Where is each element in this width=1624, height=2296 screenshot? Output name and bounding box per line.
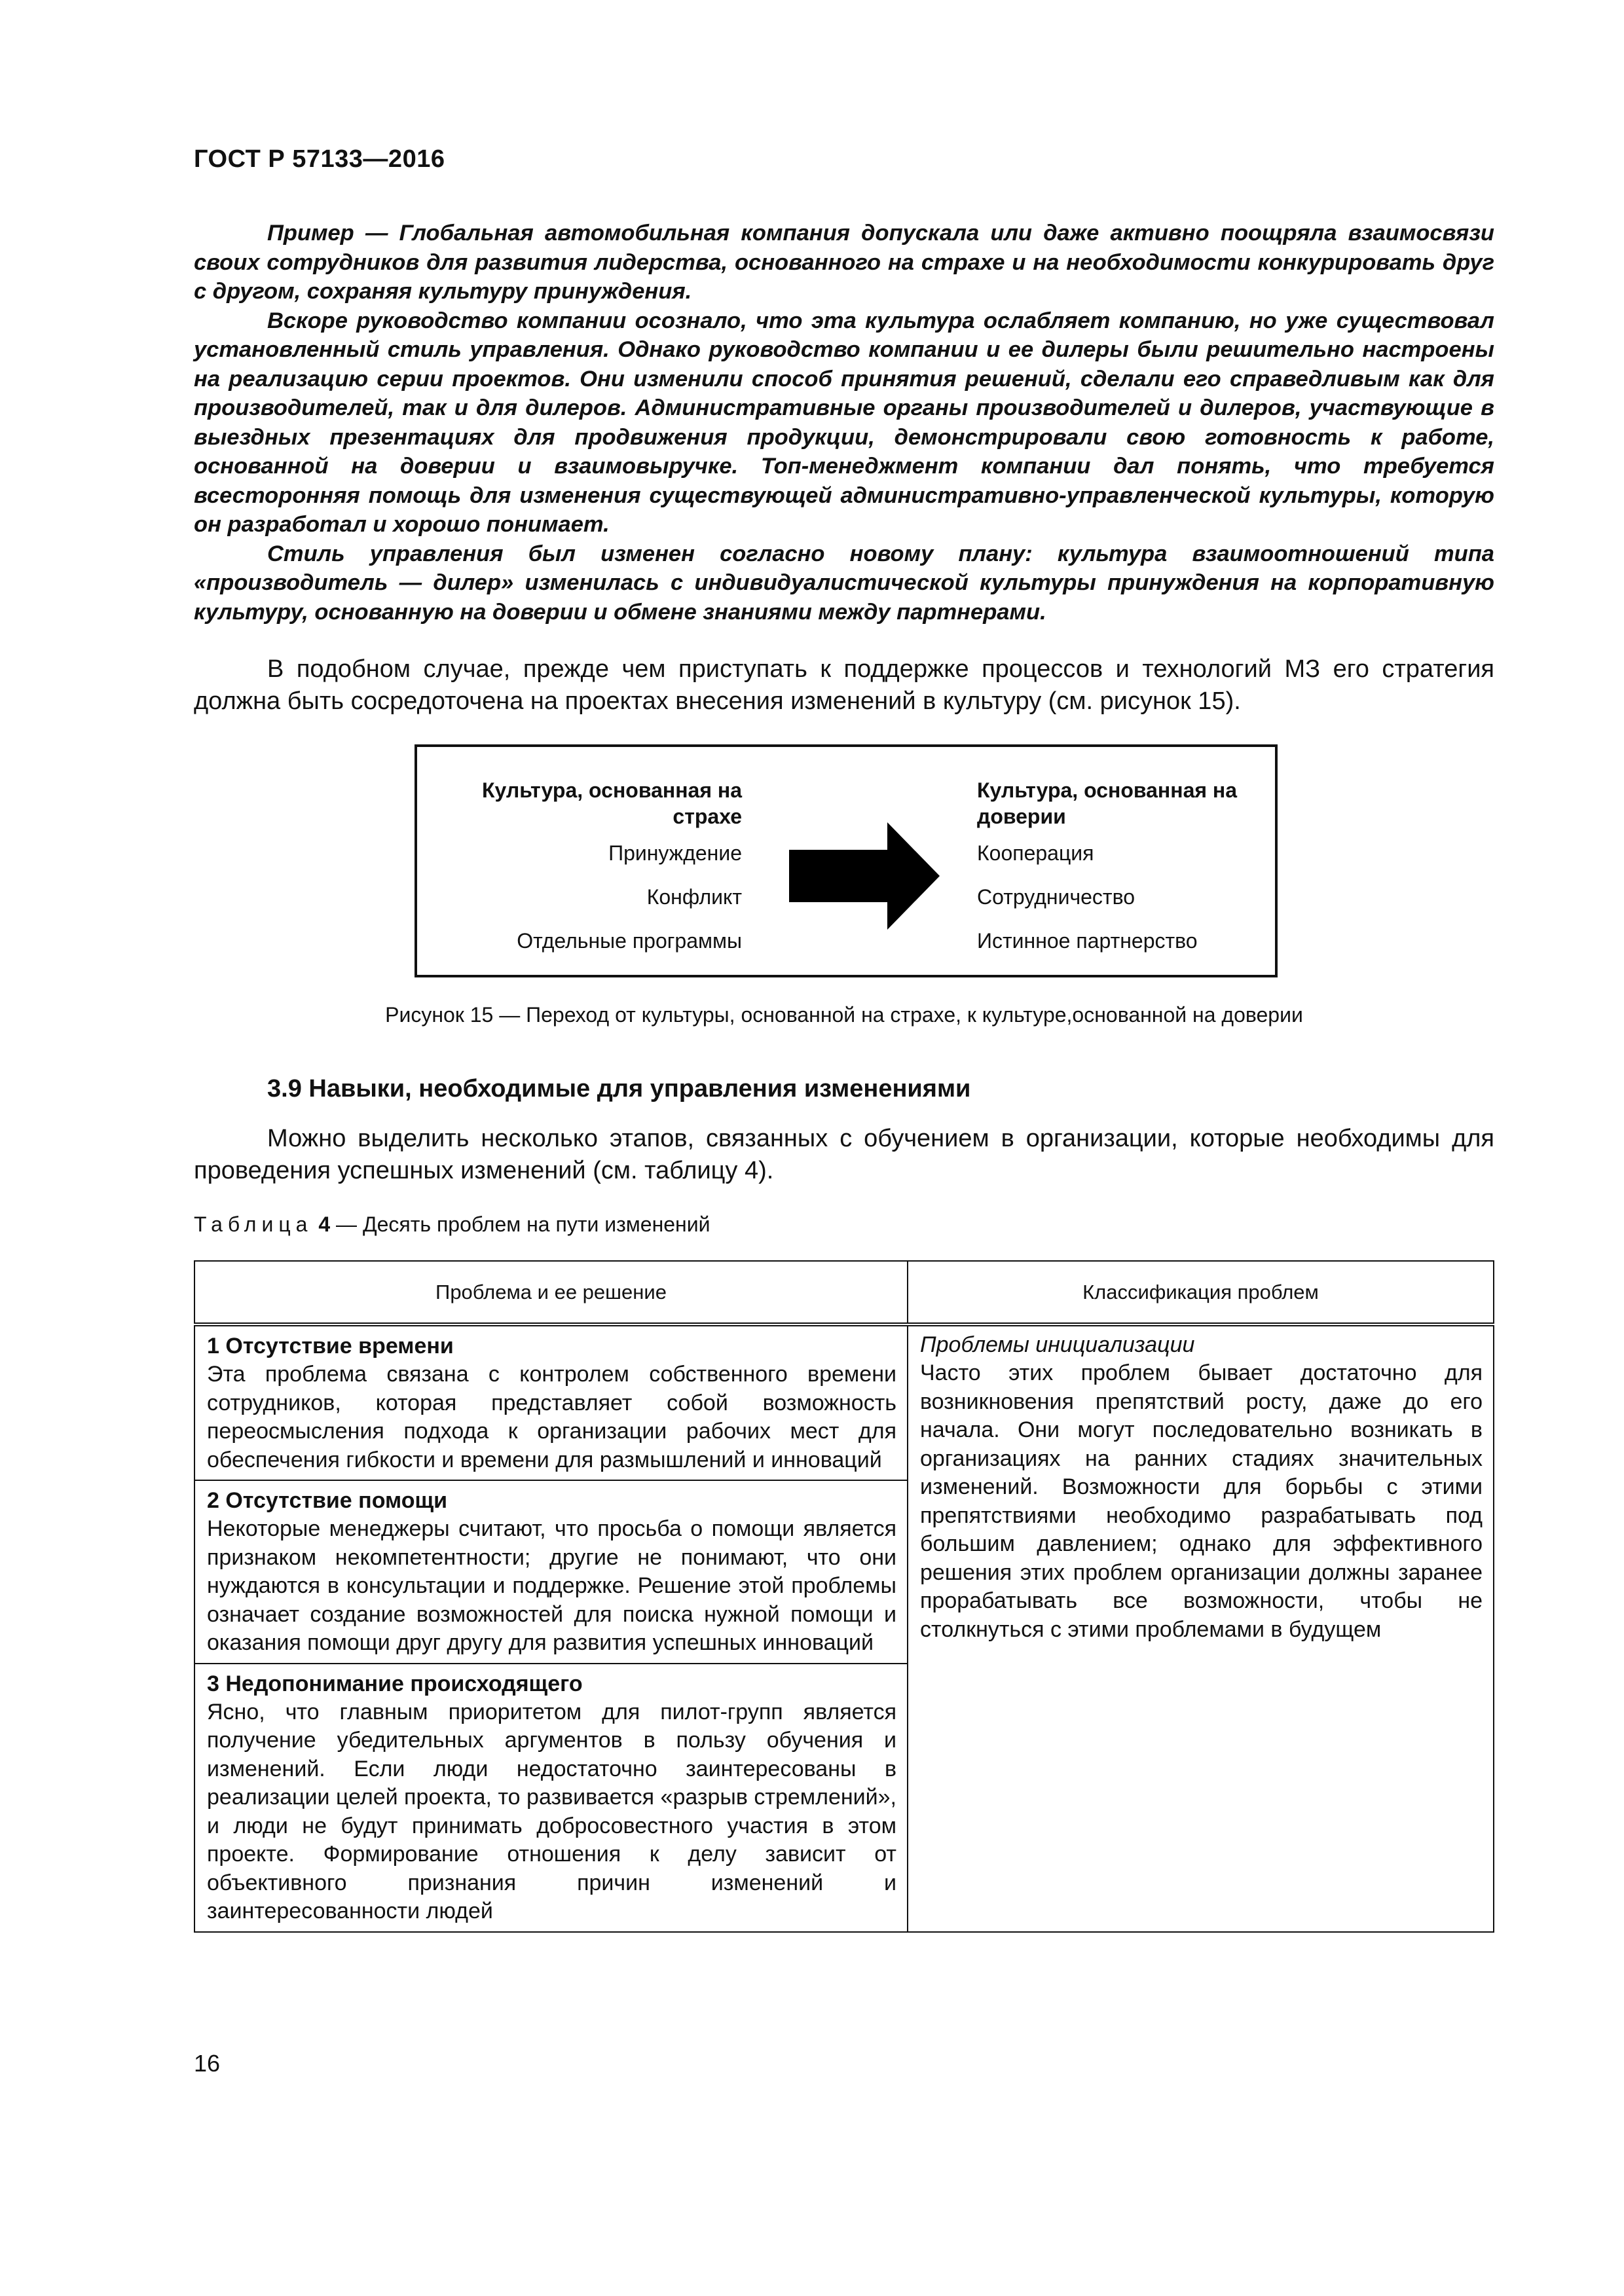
fear-culture-column	[443, 777, 742, 972]
example-block	[194, 219, 1494, 627]
trust-culture-item: Сотрудничество	[977, 885, 1135, 909]
problem-text: Ясно, что главным приоритетом для пилот-групп является получение убедительных аргументов в пользу обучения и изменений. Если люди недостаточно заинтересованы в реализации целей проекта, то развивается «разрыв стремлений», и люди не будут принимать добросовестного участия в этом проекте. Формирование отношения к делу зависит от объективного признания причин изменений и заинтересованности людей	[207, 1699, 896, 1923]
column-header-classification: Классификация проблем	[908, 1261, 1494, 1324]
problem-title: 3 Недопонимание происходящего	[207, 1671, 583, 1696]
standard-header: ГОСТ Р 57133—2016	[194, 145, 445, 173]
problems-table	[194, 1260, 1494, 1933]
problem-title: 1 Отсутствие времени	[207, 1334, 454, 1358]
section-title: 3.9 Навыки, необходимые для управления изменениями	[267, 1075, 971, 1102]
classification-text: Часто этих проблем бывает достаточно для возникновения препятствий росту, даже до его начала. Они могут последовательно возникать в организациях на ранних стадиях значительных изменений. Возможности для борьбы с этими препятствиями необходимо разрабатывать под большим давлением; однако для эффективного решения этих проблем организации должны заранее прорабатывать все возможности, чтобы не столкнуться с этими проблемами в будущем	[920, 1360, 1483, 1642]
arrow-right-icon	[789, 822, 940, 930]
table-row	[194, 1324, 1494, 1480]
problem-cell	[194, 1324, 908, 1480]
example-paragraph-2: Вскоре руководство компании осознало, что эта культура ослабляет компанию, но уже существовал установленный стиль управления. Однако руководство компании и ее дилеры были решительно настроены на реализацию серии проектов. Они изменили способ принятия решений, сделали его справедливым как для производителей, так и для дилеров. Административные органы производителей и дилеров, участвующие в выездных презентациях для продвижения продукции, демонстрировали свою готовность к работе, основанной на доверии и взаимовыручке. Топ-менеджмент компании дал понять, что требуется всесторонняя помощь для изменения существующей административно-управленческой культуры, которую он разработал и хорошо понимает.	[194, 308, 1494, 537]
problem-text: Эта проблема связана с контролем собственного времени сотрудников, которая представляет собой возможность переосмысления подхода к организации рабочих мест для обеспечения гибкости и времени для размышлений и инноваций	[207, 1362, 896, 1472]
figure-15	[415, 744, 1278, 977]
problem-title: 2 Отсутствие помощи	[207, 1488, 448, 1513]
table-caption: — Десять проблем на пути изменений	[336, 1212, 710, 1236]
table-label: Таблица	[194, 1212, 313, 1236]
figure-caption: Рисунок 15 — Переход от культуры, основанной на страхе, к культуре,основанной на доверии	[385, 1003, 1303, 1027]
document-page	[194, 0, 1494, 2296]
problem-text: Некоторые менеджеры считают, что просьба о помощи является признаком некомпетентности; другие не понимают, что они нуждаются в консультации и поддержке. Решение этой проблемы означает создание возможностей для поиска нужной помощи и оказания помощи друг другу для развития успешных инноваций	[207, 1516, 896, 1655]
trust-culture-title: Культура, основанная на доверии	[977, 778, 1238, 828]
fear-culture-item: Отдельные программы	[517, 929, 742, 953]
problem-cell	[194, 1664, 908, 1932]
fear-culture-item: Конфликт	[646, 885, 742, 909]
classification-cell	[908, 1324, 1494, 1932]
fear-culture-item: Принуждение	[608, 841, 742, 865]
example-paragraph-3: Стиль управления был изменен согласно новому плану: культура взаимоотношений типа «производитель — дилер» изменилась с индивидуалистической культуры принуждения на корпоративную культуру, основанную на доверии и обмене знаниями между партнерами.	[194, 541, 1494, 625]
trust-culture-item: Кооперация	[977, 841, 1094, 865]
classification-title: Проблемы инициализации	[920, 1332, 1195, 1357]
example-paragraph-1: Пример — Глобальная автомобильная компания допускала или даже активно поощряла взаимосвязи своих сотрудников для развития лидерства, основанного на страхе и на необходимости конкурировать друг с другом, сохраняя культуру принуждения.	[194, 221, 1494, 304]
table-title	[194, 1212, 710, 1237]
column-header-problem: Проблема и ее решение	[194, 1261, 908, 1324]
section-paragraph: Можно выделить несколько этапов, связанных с обучением в организации, которые необходимы для проведения успешных изменений (см. таблицу 4).	[194, 1125, 1494, 1184]
page-number: 16	[194, 2050, 221, 2077]
trust-culture-item: Истинное партнерство	[977, 929, 1198, 953]
problem-cell	[194, 1480, 908, 1664]
fear-culture-title: Культура, основанная на страхе	[481, 778, 742, 828]
table-number: 4	[318, 1212, 331, 1236]
trust-culture-column	[977, 777, 1265, 972]
intro-paragraph: В подобном случае, прежде чем приступать к поддержке процессов и технологий МЗ его стратегия должна быть сосредоточена на проектах внесения изменений в культуру (см. рисунок 15).	[194, 655, 1494, 715]
